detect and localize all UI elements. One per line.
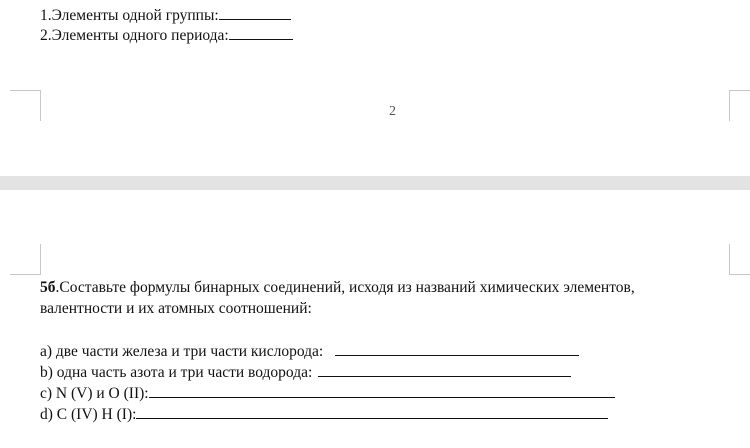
margin-corner-mark	[729, 90, 750, 121]
option-a	[40, 341, 579, 362]
option-c-label: c) N (V) и O (II):	[40, 385, 149, 402]
margin-corner-mark	[729, 244, 750, 275]
option-b	[40, 362, 571, 383]
page-number: 2	[389, 104, 396, 119]
option-c	[40, 383, 615, 404]
option-b-label: b) одна часть азота и три части водорода:	[40, 364, 313, 381]
item-2	[40, 25, 293, 46]
option-d-answer-blank[interactable]	[136, 404, 608, 419]
task-text-line2: валентности и их атомных соотношений:	[40, 300, 312, 317]
option-c-answer-blank[interactable]	[149, 383, 615, 398]
item-2-label: 2.Элементы одного периода:	[40, 27, 229, 44]
margin-corner-mark	[10, 244, 41, 275]
task-text: .Составьте формулы бинарных соединений, исходя из названий химических элементов,	[55, 279, 635, 296]
page-1	[0, 0, 750, 176]
task-number: 5б	[40, 279, 56, 296]
option-d	[40, 404, 608, 425]
option-a-label: a) две части железа и три части кислорода:	[40, 343, 324, 360]
page-separator	[0, 176, 750, 190]
item-2-answer-blank[interactable]	[229, 25, 293, 40]
task-heading	[40, 277, 746, 319]
item-1-answer-blank[interactable]	[219, 5, 291, 20]
option-b-answer-blank[interactable]	[318, 362, 571, 377]
item-1-label: 1.Элементы одной группы:	[40, 7, 219, 24]
margin-corner-mark	[10, 90, 41, 121]
option-d-label: d) C (IV) H (I):	[40, 406, 137, 423]
option-a-answer-blank[interactable]	[335, 341, 579, 356]
item-1	[40, 5, 291, 26]
